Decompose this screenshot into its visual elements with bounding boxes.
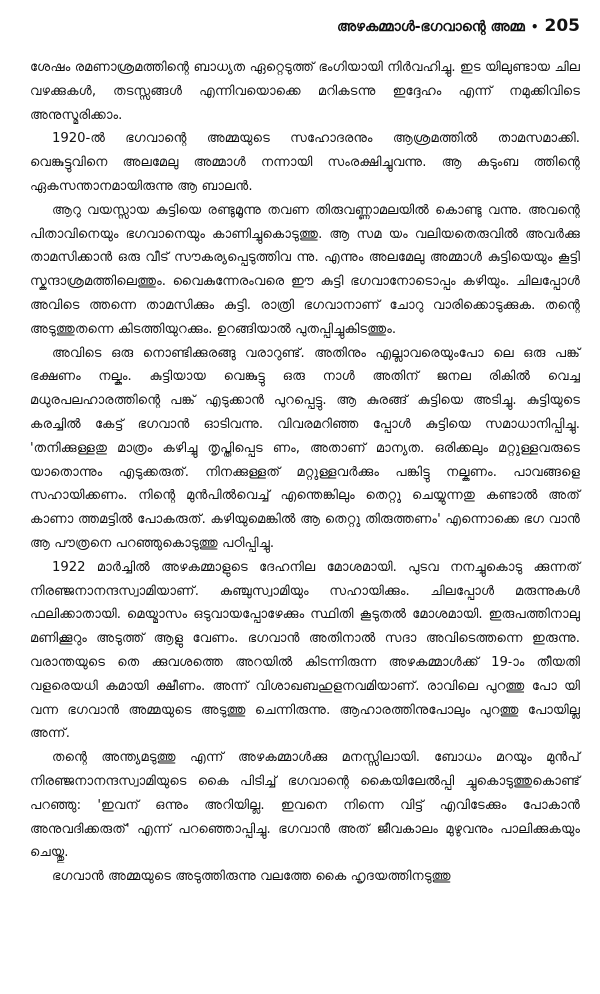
paragraph: ഭഗവാൻ അമ്മയുടെ അടുത്തിരുന്നു വലത്തേ കൈ ഹൃദയത്തിനടുത്തു: [52, 869, 451, 885]
paragraph: 1922 മാർച്ചിൽ അഴകമ്മാളുടെ ദേഹനില മോശമായി. പുടവ നനച്ചുകൊടു ക്കുന്നത് നിരഞ്ജനാനന്ദസ്വാമിയാണ്. കുഞ്ചുസ്വാമിയും സഹായിക്കും. ചിലപ്പോൾ മരുന്നുകൾ ഫലിക്കാതായി. മെയ്മാസം ഒടുവായപ്പോഴേക്കും സ്ഥിതി കൂടുതൽ മോശമായി. ഇരുപത്തിനാലു മണിക്കൂറും അടുത്ത് ആളു വേണം. ഭഗവാൻ അതിനാൽ സദാ അവിടെത്തന്നെ ഇരുന്നു. വരാന്തയുടെ തെ ക്കുവശത്തെ അറയിൽ കിടന്നിരുന്ന അഴകമ്മാൾക്ക് 19-ാം തീയതി വളരെയധി കമായി ക്ഷീണം. അന്ന് വിശാഖബഹുളനവമിയാണ്. രാവിലെ പുറത്തു പോ യി വന്ന ഭഗവാൻ അമ്മയുടെ അടുത്തു ചെന്നിരുന്നു. ആഹാരത്തിനുപോലും പുറത്തു പോയില്ല അന്ന്.: [30, 559, 580, 742]
body-text: [30, 56, 580, 889]
running-header: [30, 16, 580, 42]
paragraph-continued: ശേഷം രമണാശ്രമത്തിന്റെ ബാധ്യത ഏറ്റെടുത്ത് ഭംഗിയായി നിർവഹിച്ചു. ഇട യിലുണ്ടായ ചില വഴക്കുകൾ, തടസ്സങ്ങൾ എന്നിവയൊക്കെ മറികടന്നു ഇദ്ദേഹം എന്ന് നമുക്കിവിടെ അനുസ്മരിക്കാം.: [30, 60, 580, 123]
running-title: അഴകമ്മാൾ-ഭഗവാന്റെ അമ്മ: [336, 19, 525, 35]
page-number: 205: [544, 16, 580, 36]
paragraph: ആറു വയസ്സായ കുട്ടിയെ രണ്ടുമൂന്നു തവണ തിരുവണ്ണാമലയിൽ കൊണ്ടു വന്നു. അവന്റെ പിതാവിനെയും ഭഗവാനെയും കാണിച്ചുകൊടുത്തു. ആ സമ യം വലിയതെരുവിൽ അവർക്കു താമസിക്കാൻ ഒരു വീട് സൗകര്യപ്പെടുത്തിവ ന്നു. എന്നും അലമേലു അമ്മാൾ കുട്ടിയെയും കൂട്ടി സ്കന്ദാശ്രമത്തിലെത്തും. വൈകുന്നേരംവരെ ഈ കുട്ടി ഭഗവാനോടൊപ്പം കഴിയും. ചിലപ്പോൾ അവിടെ ത്തന്നെ താമസിക്കും കുട്ടി. രാത്രി ഭഗവാനാണ് ചോറു വാരിക്കൊടുക്കുക. തന്റെ അടുത്തുതന്നെ കിടത്തിയുറക്കും. ഉറങ്ങിയാൽ പുതപ്പിച്ചുകിടത്തും.: [30, 202, 580, 337]
paragraph: 1920-ൽ ഭഗവാന്റെ അമ്മയുടെ സഹോദരനും ആശ്രമത്തിൽ താമസമാക്കി. വെങ്കുട്ടുവിനെ അലമേലു അമ്മാൾ നന്നായി സംരക്ഷിച്ചുവന്നു. ആ കുടുംബ ത്തിന്റെ ഏകസന്താനമായിരുന്നു ആ ബാലൻ.: [30, 131, 580, 194]
paragraph: തന്റെ അന്ത്യമടുത്തു എന്ന് അഴകമ്മാൾക്കു മനസ്സിലായി. ബോധം മറയും മുൻപ് നിരഞ്ജനാനന്ദസ്വാമിയുടെ കൈ പിടിച്ച് ഭഗവാന്റെ കൈയിലേൽപ്പി ച്ചുകൊടുത്തുകൊണ്ട് പറഞ്ഞു: 'ഇവന് ഒന്നും അറിയില്ല. ഇവനെ നിന്നെ വിട്ട് എവിടേക്കും പോകാൻ അനുവദിക്കരുത്' എന്ന് പറഞ്ഞൊപ്പിച്ചു. ഭഗവാൻ അത് ജീവകാലം മുഴുവനും പാലിക്കുകയും ചെയ്തു.: [30, 750, 580, 861]
bullet-separator: •: [530, 20, 539, 34]
paragraph: അവിടെ ഒരു നൊണ്ടിക്കുരങ്ങു വരാറുണ്ട്. അതിനും എല്ലാവരെയുംപോ ലെ ഒരു പങ്ക് ഭക്ഷണം നല്കും. കുട്ടിയായ വെങ്കുട്ടു ഒരു നാൾ അതിന് ജനല രികിൽ വെച്ച മധുരപലഹാരത്തിന്റെ പങ്ക് എടുക്കാൻ പുറപ്പെട്ടു. ആ കുരങ്ങ് കുട്ടിയെ അടിച്ചു. കുട്ടിയുടെ കരച്ചിൽ കേട്ട് ഭഗവാൻ ഓടിവന്നു. വിവരമറിഞ്ഞ പ്പോൾ കുട്ടിയെ സമാധാനിപ്പിച്ചു. 'തനിക്കുള്ളതു മാത്രം കഴിച്ചു തൃപ്തിപ്പെട ണം, അതാണ് മാന്യത. ഒരിക്കലും മറ്റുള്ളവരുടെ യാതൊന്നും എടുക്കരുത്. നിനക്കുള്ളത് മറ്റുള്ളവർക്കും പങ്കിട്ടു നല്കണം. പാവങ്ങളെ സഹായിക്കണം. നിന്റെ മുൻപിൽവെച്ച് എന്തെങ്കിലും തെറ്റു ചെയ്യുന്നതു കണ്ടാൽ അത് കാണാ ത്തമട്ടിൽ പോകരുത്. കഴിയുമെങ്കിൽ ആ തെറ്റു തിരുത്തണം' എന്നൊക്കെ ഭഗ വാൻ ആ പൗത്രനെ പറഞ്ഞുകൊടുത്തു പഠിപ്പിച്ചു.: [30, 345, 580, 551]
